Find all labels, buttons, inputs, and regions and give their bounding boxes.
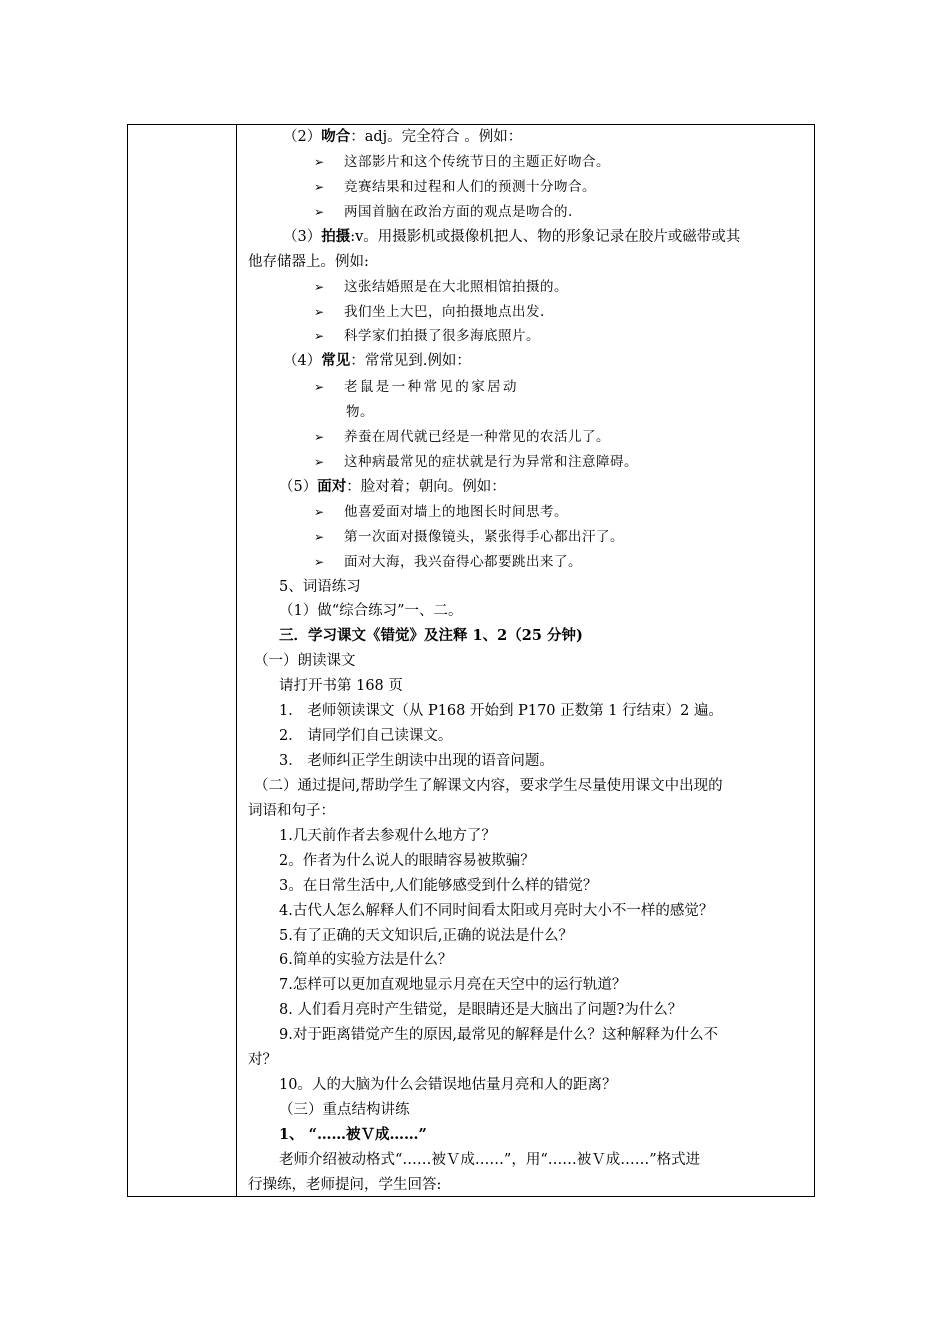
item-number: （4） xyxy=(283,353,322,369)
item-number: （5） xyxy=(279,479,318,495)
arrow-bullet-icon: ➢ xyxy=(314,280,325,294)
step: 1． 老师领读课文（从 P168 开始到 P170 正数第 1 行结束）2 遍。 xyxy=(279,703,723,719)
example-continued: 物。 xyxy=(346,404,374,420)
definition-continued: 他存储器上。例如: xyxy=(248,254,369,270)
term: 面对 xyxy=(317,478,347,495)
example-text: 科学家们拍摄了很多海底照片。 xyxy=(344,328,540,344)
definition: ：脸对着；朝向。例如： xyxy=(346,479,506,495)
example-text: 我们坐上大巴，向拍摄地点出发. xyxy=(344,304,545,320)
definition: ：常常见到.例如： xyxy=(350,353,471,369)
arrow-bullet-icon: ➢ xyxy=(314,305,325,319)
term: 常见 xyxy=(321,352,351,369)
vocab-wenhe xyxy=(283,127,522,147)
example-text: 他喜爱面对墙上的地图长时间思考。 xyxy=(344,504,568,520)
item-number: （3） xyxy=(283,229,322,245)
question: 4.古代人怎么解释人们不同时间看太阳或月亮时大小不一样的感觉？ xyxy=(279,903,714,919)
vocab-miandui xyxy=(279,477,506,497)
example xyxy=(314,302,545,322)
example xyxy=(314,177,596,197)
definition: ：adj。完全符合 。例如： xyxy=(350,129,523,145)
subsection-questions-continued: 词语和句子： xyxy=(248,803,335,819)
example-text: 这张结婚照是在大北照相馆拍摄的。 xyxy=(344,279,568,295)
example-text: 竞赛结果和过程和人们的预测十分吻合。 xyxy=(344,179,596,195)
arrow-bullet-icon: ➢ xyxy=(314,430,325,444)
example xyxy=(314,152,610,172)
example-text: 养蚕在周代就已经是一种常见的农活儿了。 xyxy=(344,429,610,445)
question: 6.简单的实验方法是什么？ xyxy=(279,952,453,968)
arrow-bullet-icon: ➢ xyxy=(314,329,325,343)
arrow-bullet-icon: ➢ xyxy=(314,505,325,519)
example-text: 老鼠是一种常见的家居动 xyxy=(344,379,519,395)
term: 吻合 xyxy=(321,128,351,145)
example xyxy=(314,527,624,547)
question: 10。人的大脑为什么会错误地估量月亮和人的距离？ xyxy=(279,1077,617,1093)
example xyxy=(314,452,638,472)
step: 3． 老师纠正学生朗读中出现的语音问题。 xyxy=(279,753,554,769)
example xyxy=(314,502,568,522)
open-book-instruction: 请打开书第 168 页 xyxy=(279,678,403,694)
example-text: 这部影片和这个传统节日的主题正好吻合。 xyxy=(344,154,610,170)
example-text: 面对大海，我兴奋得心都要跳出来了。 xyxy=(344,554,582,570)
arrow-bullet-icon: ➢ xyxy=(314,205,325,219)
example-text: 这种病最常见的症状就是行为异常和注意障碍。 xyxy=(344,454,638,470)
question: 2。作者为什么说人的眼睛容易被欺骗？ xyxy=(279,853,535,869)
arrow-bullet-icon: ➢ xyxy=(314,380,325,394)
arrow-bullet-icon: ➢ xyxy=(314,180,325,194)
question: 1.几天前作者去参观什么地方了？ xyxy=(279,828,496,844)
question: 9.对于距离错觉产生的原因,最常见的解释是什么？这种解释为什么不 xyxy=(279,1027,718,1043)
subsection-structure: （三）重点结构讲练 xyxy=(279,1102,410,1118)
arrow-bullet-icon: ➢ xyxy=(314,455,325,469)
structure-heading: 1、 “……被Ｖ成……” xyxy=(279,1126,427,1143)
example xyxy=(314,326,540,346)
example xyxy=(314,552,582,572)
column-divider xyxy=(236,125,237,1196)
definition: :v。用摄影机或摄像机把人、物的形象记录在胶片或磁带或其 xyxy=(350,229,741,245)
section-heading: 三．学习课文《错觉》及注释 1、2（25 分钟) xyxy=(279,627,583,644)
vocab-practice-heading: 5、词语练习 xyxy=(279,579,361,595)
term: 拍摄 xyxy=(321,228,351,245)
arrow-bullet-icon: ➢ xyxy=(314,555,325,569)
item-number: （2） xyxy=(283,129,322,145)
arrow-bullet-icon: ➢ xyxy=(314,530,325,544)
vocab-changjian xyxy=(283,351,471,371)
example-text: 第一次面对摄像镜头，紧张得手心都出汗了。 xyxy=(344,529,624,545)
example xyxy=(314,277,568,297)
example-text: 两国首脑在政治方面的观点是吻合的. xyxy=(344,204,573,220)
structure-intro-continued: 行操练，老师提问，学生回答: xyxy=(248,1177,442,1193)
practice-instruction: （1）做“综合练习”一、二。 xyxy=(279,603,463,619)
subsection-questions: （二）通过提问,帮助学生了解课文内容，要求学生尽量使用课文中出现的 xyxy=(254,778,723,794)
example xyxy=(314,427,610,447)
structure-intro: 老师介绍被动格式“……被Ｖ成……”，用“……被Ｖ成……”格式进 xyxy=(279,1152,701,1168)
step: 2． 请同学们自己读课文。 xyxy=(279,728,453,744)
question: 3。在日常生活中,人们能够感受到什么样的错觉？ xyxy=(279,878,598,894)
question: 8. 人们看月亮时产生错觉，是眼睛还是大脑出了问题?为什么？ xyxy=(279,1002,683,1018)
example xyxy=(314,202,573,222)
subsection-reading: （一）朗读课文 xyxy=(254,653,356,669)
question: 7.怎样可以更加直观地显示月亮在天空中的运行轨道？ xyxy=(279,977,627,993)
arrow-bullet-icon: ➢ xyxy=(314,155,325,169)
question: 5.有了正确的天文知识后,正确的说法是什么？ xyxy=(279,928,573,944)
vocab-paishe xyxy=(283,227,740,247)
question-continued: 对？ xyxy=(248,1052,277,1068)
example xyxy=(314,377,519,397)
